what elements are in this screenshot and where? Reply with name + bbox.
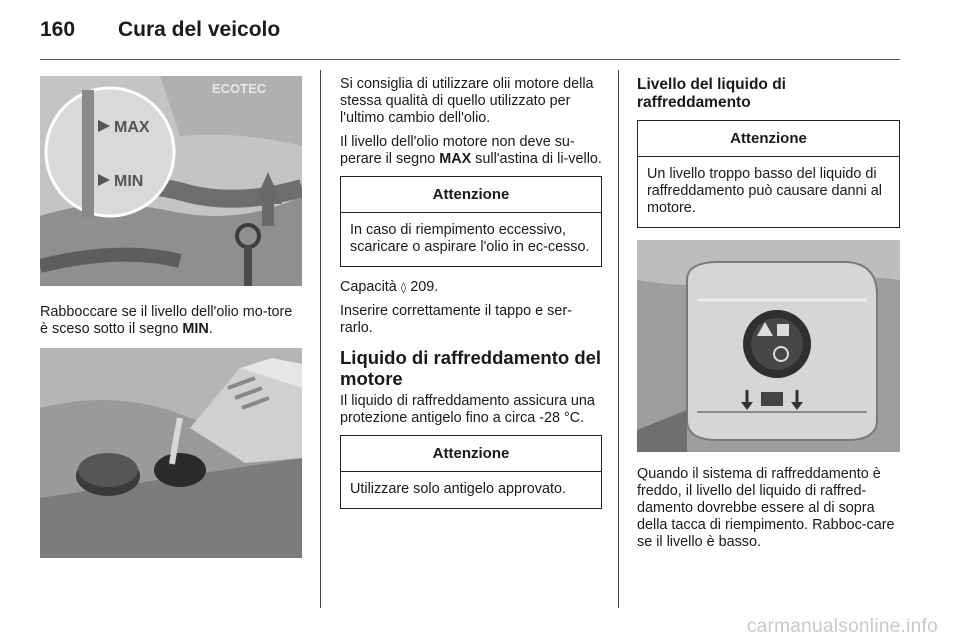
coolant-level-text: Quando il sistema di raffreddamento è freddo, il livello del liquido di raffred-damento dovrebbe essere al di sopra della tacca di riempimento. Rabboc-care se il livello è basso. xyxy=(637,466,895,550)
oil-pour-figure xyxy=(40,348,302,558)
notice-antifreeze xyxy=(340,435,602,509)
column-2 xyxy=(340,76,602,521)
magnifier-circle xyxy=(46,88,174,216)
refill-instruction: Rabboccare se il livello dell'olio mo-tore è sceso sotto il segno MIN. xyxy=(40,304,293,337)
max-label: MAX xyxy=(114,119,150,136)
notice-body: In caso di riempimento eccessivo, scaricare o aspirare l'olio in ec-cesso. xyxy=(350,222,590,255)
notice-heading: Attenzione xyxy=(341,436,601,472)
coolant-tank-figure xyxy=(637,240,900,452)
page-title: Cura del veicolo xyxy=(118,18,281,41)
notice-overfill xyxy=(340,176,602,267)
notice-body: Un livello troppo basso del liquido di raffreddamento può causare danni al motore. xyxy=(647,166,882,216)
dipstick-blade xyxy=(82,90,94,218)
cross-reference-icon: ◊ xyxy=(400,281,407,294)
manual-icon xyxy=(761,392,783,406)
notice-low-coolant xyxy=(637,120,900,228)
cap-instruction: Inserire correttamente il tappo e ser-rarlo. xyxy=(340,303,572,336)
dipstick-figure xyxy=(40,76,302,286)
engine-brand-label: ECOTEC xyxy=(212,81,267,96)
column-divider-1 xyxy=(320,70,321,608)
section-heading-coolant-level: Livello del liquido di raffreddamento xyxy=(637,76,786,111)
column-1 xyxy=(40,76,302,558)
page-number: 160 xyxy=(40,18,76,41)
coolant-text: Il liquido di raffreddamento assicura una protezione antigelo fino a circa -28 °C. xyxy=(340,393,595,426)
header-rule xyxy=(40,59,900,60)
min-label: MIN xyxy=(114,173,144,190)
notice-heading: Attenzione xyxy=(341,177,601,213)
section-heading-coolant: Liquido di raffreddamento del motore xyxy=(340,347,602,389)
oil-max-text: Il livello dell'olio motore non deve su-perare il segno MAX sull'astina di li-vello. xyxy=(340,134,602,167)
notice-body: Utilizzare solo antigelo approvato. xyxy=(350,481,566,497)
oil-quality-text: Si consiglia di utilizzare olii motore della stessa qualità di quello utilizzato per l'ultimo cambio dell'olio. xyxy=(340,76,594,126)
oil-pour-illustration xyxy=(40,348,302,558)
watermark: carmanualsonline.info xyxy=(746,616,938,637)
column-divider-2 xyxy=(618,70,619,608)
filler-neck xyxy=(154,453,206,487)
column-3 xyxy=(637,76,900,558)
dipstick-illustration xyxy=(40,76,302,286)
notice-heading: Attenzione xyxy=(638,121,899,157)
capacity-text: Capacità ◊ 209. xyxy=(340,279,439,295)
coolant-tank-illustration xyxy=(637,240,900,452)
